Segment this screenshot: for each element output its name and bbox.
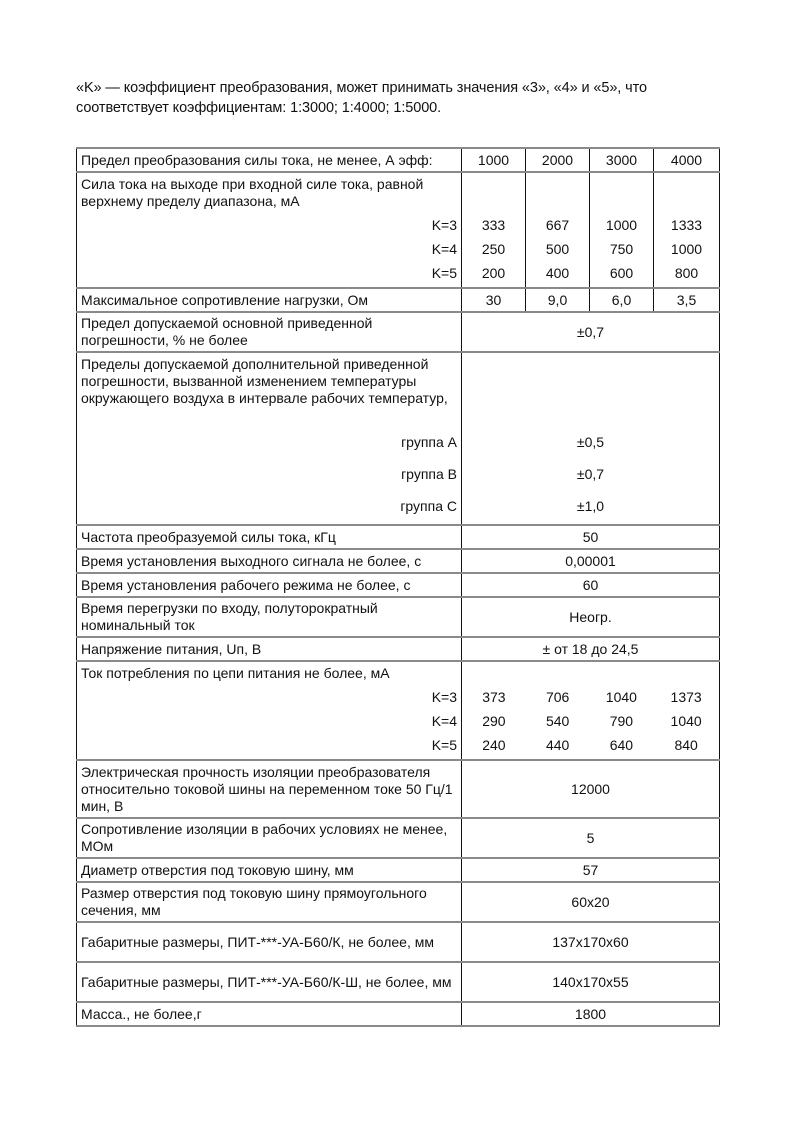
header-value: 1000 [462,148,526,172]
value: 440 [545,737,570,753]
row-value: 60x20 [462,882,720,922]
value: 6,0 [590,288,654,312]
value: 840 [674,737,698,753]
table-row-supply-current [77,661,720,760]
group-value: ±0,5 [576,434,605,450]
value: 290 [482,713,506,729]
supply-current-label: Ток потребления по цепи питания не более, мА [81,665,390,681]
value: 1040 [670,713,702,729]
table-row-output-current [77,172,720,288]
value: 240 [482,737,506,753]
value: 9,0 [526,288,590,312]
table-row [77,858,720,882]
group-value: ±0,7 [576,466,605,482]
k-label: K=3 [431,689,457,705]
output-current-col [654,172,720,288]
value: 400 [545,265,570,281]
output-current-cell [77,172,462,288]
spec-table [76,147,720,1027]
k-label: K=5 [431,737,457,753]
table-row [77,882,720,922]
row-value: 57 [462,858,720,882]
value: 200 [481,265,506,281]
output-current-col [590,172,654,288]
row-label: Габаритные размеры, ПИТ-***-УА-Б60/К, не более, мм [77,922,462,962]
group-label: группа В [401,466,457,482]
output-current-col [526,172,590,288]
header-value: 2000 [526,148,590,172]
value: 800 [674,265,699,281]
value: 540 [545,713,570,729]
supply-current-cell [77,661,462,760]
extra-error-cell [77,352,462,525]
extra-error-values [462,352,720,525]
row-value: 5 [462,818,720,858]
row-label: Диаметр отверстия под токовую шину, мм [77,858,462,882]
value: 1000 [605,217,638,233]
group-label: группа А [401,434,457,450]
group-value: ±1,0 [576,498,605,514]
row-label: Время перегрузки по входу, полуторократный номинальный ток [77,597,462,637]
value: 1373 [670,689,702,705]
row-value: 12000 [462,760,720,818]
value: 3,5 [654,288,720,312]
supply-current-values [462,661,720,760]
value: 500 [545,241,570,257]
value: 667 [545,217,570,233]
table-row-extra-error [77,352,720,525]
group-label: группа С [400,498,457,514]
value: 1333 [670,217,703,233]
table-row [77,573,720,597]
k-label: K=5 [431,265,457,281]
row-value: Неогр. [462,597,720,637]
row-value: ± от 18 до 24,5 [462,637,720,661]
row-label: Электрическая прочность изоляции преобразователя относительно токовой шины на переменном токе 50 Гц/1 мин, В [77,760,462,818]
header-label: Предел преобразования силы тока, не менее, А эфф: [77,148,462,172]
table-row [77,637,720,661]
output-current-label: Сила тока на выходе при входной силе тока, равной верхнему пределу диапазона, мА [81,176,424,209]
row-label: Масса., не более,г [77,1002,462,1026]
k-label: K=3 [431,217,457,233]
row-value: 1800 [462,1002,720,1026]
row-label: Сопротивление изоляции в рабочих условиях не менее, МОм [77,818,462,858]
row-value: 60 [462,573,720,597]
row-label: Габаритные размеры, ПИТ-***-УА-Б60/К-Ш, не более, мм [77,962,462,1002]
table-row-header [77,148,720,172]
intro-paragraph [76,78,726,118]
row-label: Время установления выходного сигнала не более, с [77,549,462,573]
table-row [77,760,720,818]
value: 30 [462,288,526,312]
base-error-value: ±0,7 [462,312,720,352]
value: 640 [609,737,634,753]
value: 706 [545,689,570,705]
header-value: 3000 [590,148,654,172]
table-row [77,597,720,637]
table-row-max-load [77,288,720,312]
extra-error-label: Пределы допускаемой дополнительной приведенной погрешности, вызванной изменением температуры окружающего воздуха в интервале рабочих температур, [81,356,448,406]
table-row [77,922,720,962]
row-value: 0,00001 [462,549,720,573]
row-value: 50 [462,525,720,549]
row-label: Напряжение питания, Uп, В [77,637,462,661]
row-label: Частота преобразуемой силы тока, кГц [77,525,462,549]
value: 1000 [670,241,703,257]
k-label: K=4 [431,713,457,729]
base-error-label: Предел допускаемой основной приведенной погрешности, % не более [77,312,462,352]
value: 373 [482,689,506,705]
value: 600 [609,265,634,281]
table-row [77,525,720,549]
row-value: 140x170x55 [462,962,720,1002]
output-current-col [462,172,526,288]
row-value: 137x170x60 [462,922,720,962]
row-label: Размер отверстия под токовую шину прямоугольного сечения, мм [77,882,462,922]
value: 750 [609,241,634,257]
value: 790 [609,713,634,729]
intro-line-2: соответствует коэффициентам: 1:3000; 1:4000; 1:5000. [76,100,442,116]
value: 333 [481,217,506,233]
value: 250 [481,241,506,257]
max-load-label: Максимальное сопротивление нагрузки, Ом [77,288,462,312]
value: 1040 [605,689,637,705]
table-row [77,549,720,573]
table-row-base-error [77,312,720,352]
header-value: 4000 [654,148,720,172]
intro-line-1: «K» — коэффициент преобразования, может принимать значения «3», «4» и «5», что [76,80,647,96]
row-label: Время установления рабочего режима не более, с [77,573,462,597]
k-label: K=4 [431,241,457,257]
table-row [77,1002,720,1026]
table-row [77,818,720,858]
table-row [77,962,720,1002]
